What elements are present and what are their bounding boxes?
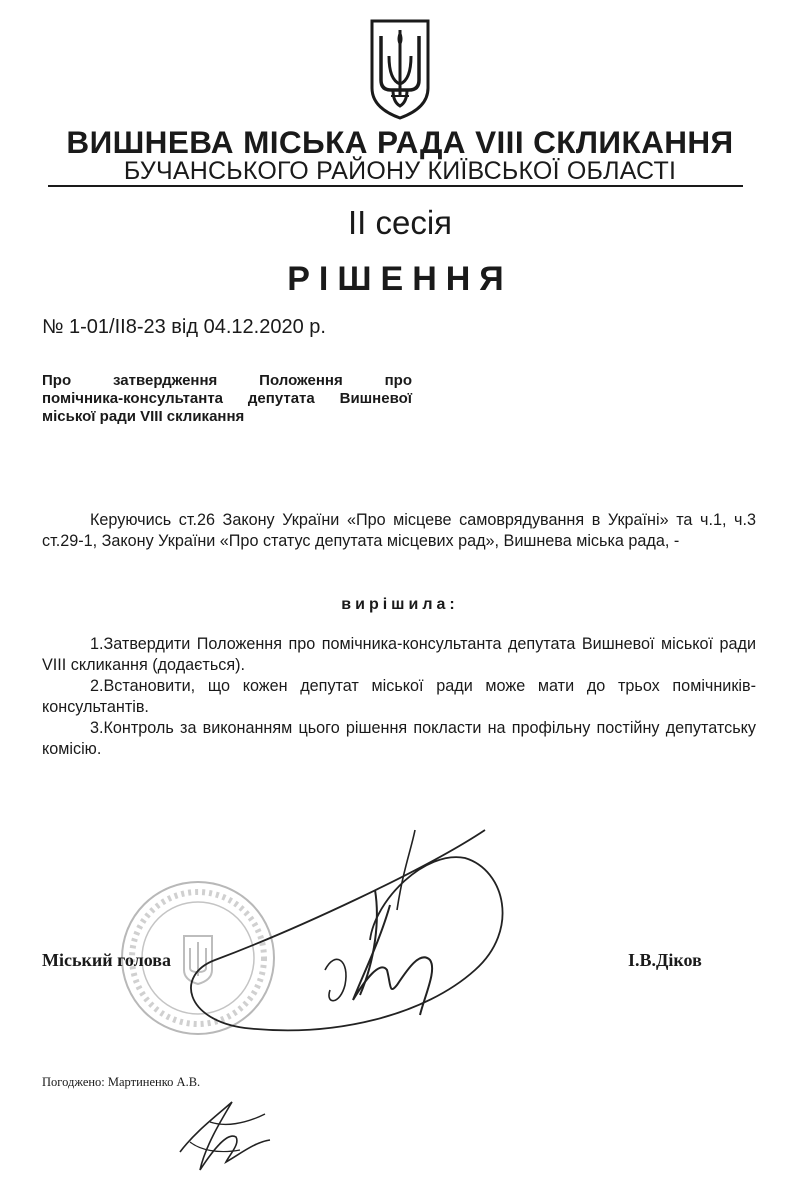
decision-item: 3.Контроль за виконанням цього рішення покласти на профільну постійну депутатську комісію.	[42, 719, 756, 758]
decision-item: 2.Встановити, що кожен депутат міської ради може мати до трьох помічників-консультантів.	[42, 677, 756, 716]
subject-line: помічника-консультанта депутата Вишневої	[42, 390, 412, 407]
session-title: ІІ сесія	[347, 204, 453, 241]
council-name: ВИШНЕВА МІСЬКА РАДА VIII СКЛИКАННЯ	[66, 124, 734, 160]
handwritten-signature-icon	[175, 810, 535, 1040]
district-name: БУЧАНСЬКОГО РАЙОНУ КИЇВСЬКОЇ ОБЛАСТІ	[123, 157, 677, 185]
document-type: РІШЕННЯ	[287, 260, 513, 298]
tryzub-coat-of-arms-icon	[369, 18, 431, 120]
signatory-title: Міський голова	[42, 950, 171, 970]
signatory-name: І.В.Діков	[628, 950, 702, 970]
approval-note: Погоджено: Мартиненко А.В.	[42, 1075, 201, 1089]
decision-items	[42, 634, 756, 760]
resolved-heading: вирішила:	[341, 596, 459, 613]
decision-subject	[42, 372, 412, 426]
subject-line: Про затвердження Положення про	[42, 372, 412, 389]
decision-number: № 1-01/II8-23 від 04.12.2020 р.	[42, 316, 326, 338]
approval-signature-icon	[170, 1092, 280, 1177]
decision-item: 1.Затвердити Положення про помічника-консультанта депутата Вишневої міської ради VIII скликання (додається).	[42, 635, 756, 674]
subject-line: міської ради VIII скликання	[42, 408, 245, 425]
header-divider	[48, 185, 743, 187]
preamble-text: Керуючись ст.26 Закону України «Про місцеве самоврядування в Україні» та ч.1, ч.3 ст.29-1, Закону України «Про статус депутата місцевих рад», Вишнева міська рада, -	[42, 511, 756, 550]
